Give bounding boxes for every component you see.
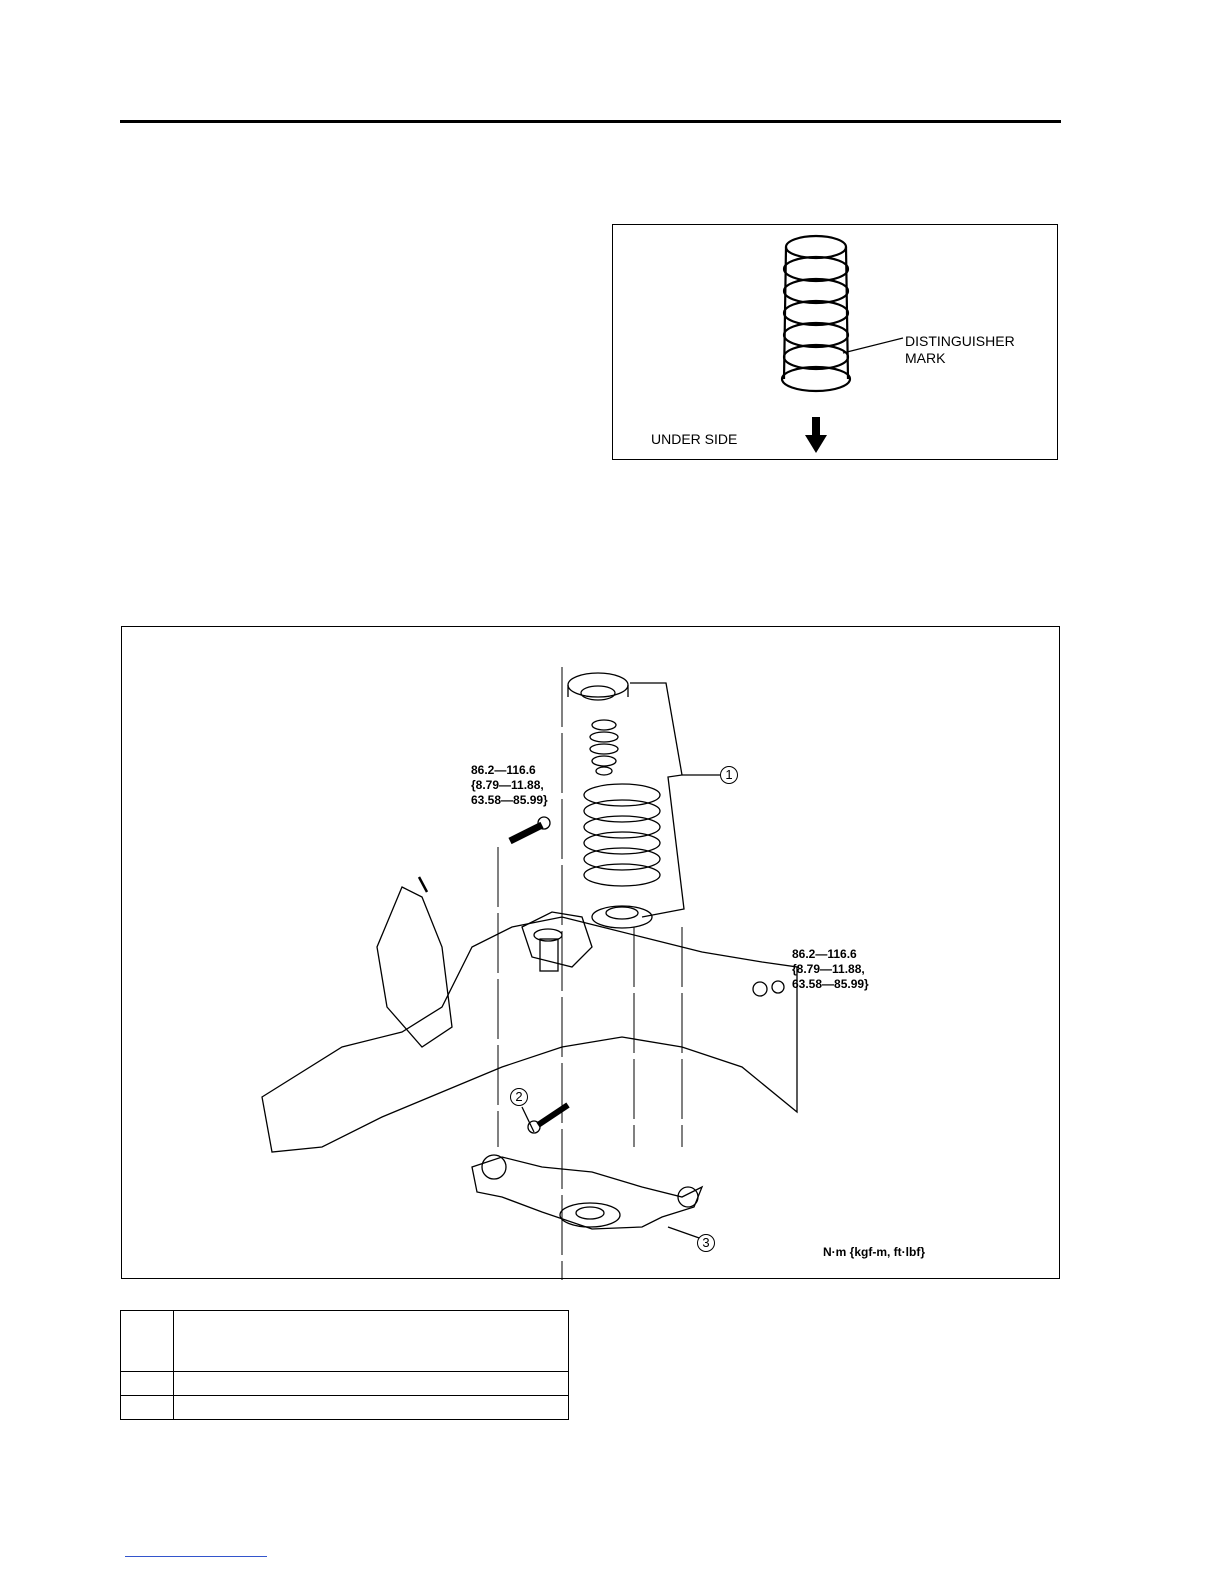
part-name-cell: [174, 1311, 569, 1372]
part-number-cell: [121, 1372, 174, 1396]
callout-3: 3: [697, 1234, 715, 1252]
footer-link-underline[interactable]: [125, 1556, 267, 1557]
parts-table: [120, 1310, 569, 1420]
part-number-cell: [121, 1396, 174, 1420]
callout-1: 1: [720, 766, 738, 784]
under-side-label: UNDER SIDE: [651, 431, 738, 447]
table-row: [121, 1396, 569, 1420]
part-name-cell: [174, 1396, 569, 1420]
coil-spring-figure: [612, 224, 1058, 460]
part-number-cell: [121, 1311, 174, 1372]
table-row: [121, 1372, 569, 1396]
suspension-exploded-figure: [121, 626, 1060, 1279]
torque-spec-nut: 86.2—116.6 {8.79—11.88, 63.58—85.99}: [792, 947, 869, 991]
table-row: [121, 1311, 569, 1372]
suspension-drawing: [122, 627, 1061, 1280]
torque-spec-upper-bolt: 86.2—116.6 {8.79—11.88, 63.58—85.99}: [471, 763, 548, 807]
part-name-cell: [174, 1372, 569, 1396]
callout-2: 2: [510, 1088, 528, 1106]
torque-units-label: N·m {kgf-m, ft·lbf}: [823, 1245, 925, 1259]
header-rule: [120, 120, 1061, 123]
distinguisher-mark-label: DISTINGUISHER MARK: [905, 333, 1015, 366]
